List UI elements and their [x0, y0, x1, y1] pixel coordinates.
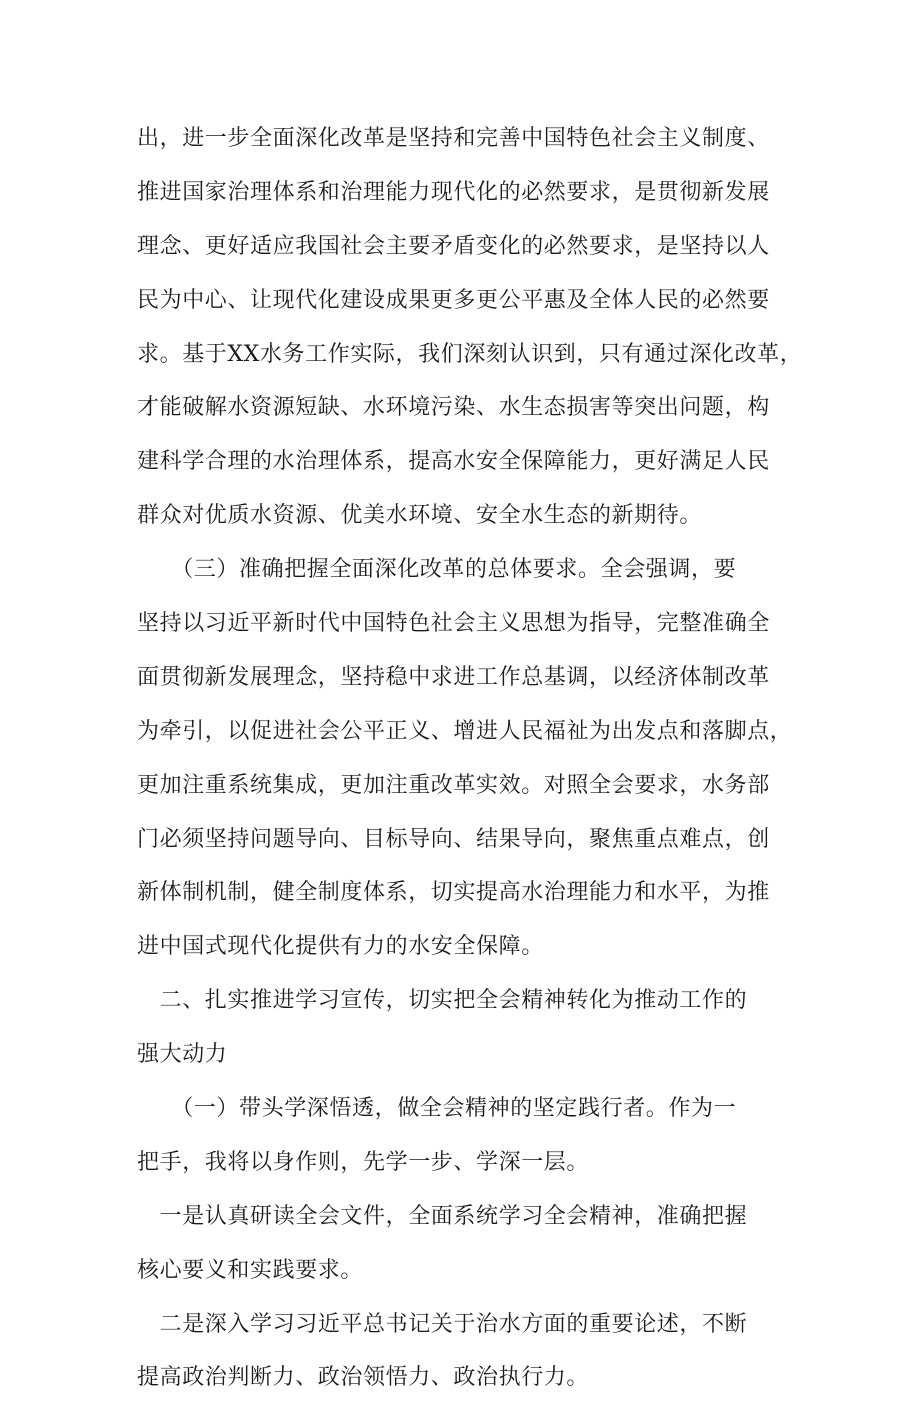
text-line: 新体制机制，健全制度体系，切实提高水治理能力和水平，为推: [137, 880, 770, 906]
document-body: [137, 112, 803, 1405]
section-heading: 二、扎实推进学习宣传，切实把全会精神转化为推动工作的: [137, 988, 748, 1014]
text-line: 才能破解水资源短缺、水环境污染、水生态损害等突出问题，构: [137, 395, 770, 421]
text-line: 一是认真研读全会文件，全面系统学习全会精神，准确把握: [137, 1203, 748, 1229]
text-line: 为牵引，以促进社会公平正义、增进人民福祉为出发点和落脚点，: [137, 718, 793, 744]
text-line: 二是深入学习习近平总书记关于治水方面的重要论述，不断: [137, 1311, 748, 1337]
text-line: 面贯彻新发展理念，坚持稳中求进工作总基调，以经济体制改革: [137, 664, 770, 690]
text-line: 更加注重系统集成，更加注重改革实效。对照全会要求，水务部: [137, 772, 770, 798]
text-line: 门必须坚持问题导向、目标导向、结果导向，聚焦重点难点，创: [137, 826, 770, 852]
text-line: （三）准确把握全面深化改革的总体要求。全会强调，要: [137, 557, 737, 583]
text-line: 出，进一步全面深化改革是坚持和完善中国特色社会主义制度、: [137, 126, 770, 151]
text-line: 群众对优质水资源、优美水环境、安全水生态的新期待。: [137, 503, 703, 529]
text-line: 建科学合理的水治理体系，提高水安全保障能力，更好满足人民: [137, 449, 770, 475]
text-line: 民为中心、让现代化建设成果更多更公平惠及全体人民的必然要: [137, 287, 770, 313]
section-heading: 强大动力: [137, 1042, 228, 1068]
text-line: 核心要义和实践要求。: [137, 1257, 364, 1283]
text-line: 理念、更好适应我国社会主要矛盾变化的必然要求，是坚持以人: [137, 233, 770, 259]
text-line: 推进国家治理体系和治理能力现代化的必然要求，是贯彻新发展: [137, 179, 770, 205]
text-line: 把手，我将以身作则，先学一步、学深一层。: [137, 1149, 590, 1175]
text-line: （一）带头学深悟透，做全会精神的坚定践行者。作为一: [137, 1096, 737, 1122]
text-line: 提高政治判断力、政治领悟力、政治执行力。: [137, 1365, 590, 1391]
text-line: 进中国式现代化提供有力的水安全保障。: [137, 934, 544, 960]
text-line: 坚持以习近平新时代中国特色社会主义思想为指导，完整准确全: [137, 611, 770, 637]
text-line: 求。基于XX水务工作实际，我们深刻认识到，只有通过深化改革，: [137, 341, 803, 367]
